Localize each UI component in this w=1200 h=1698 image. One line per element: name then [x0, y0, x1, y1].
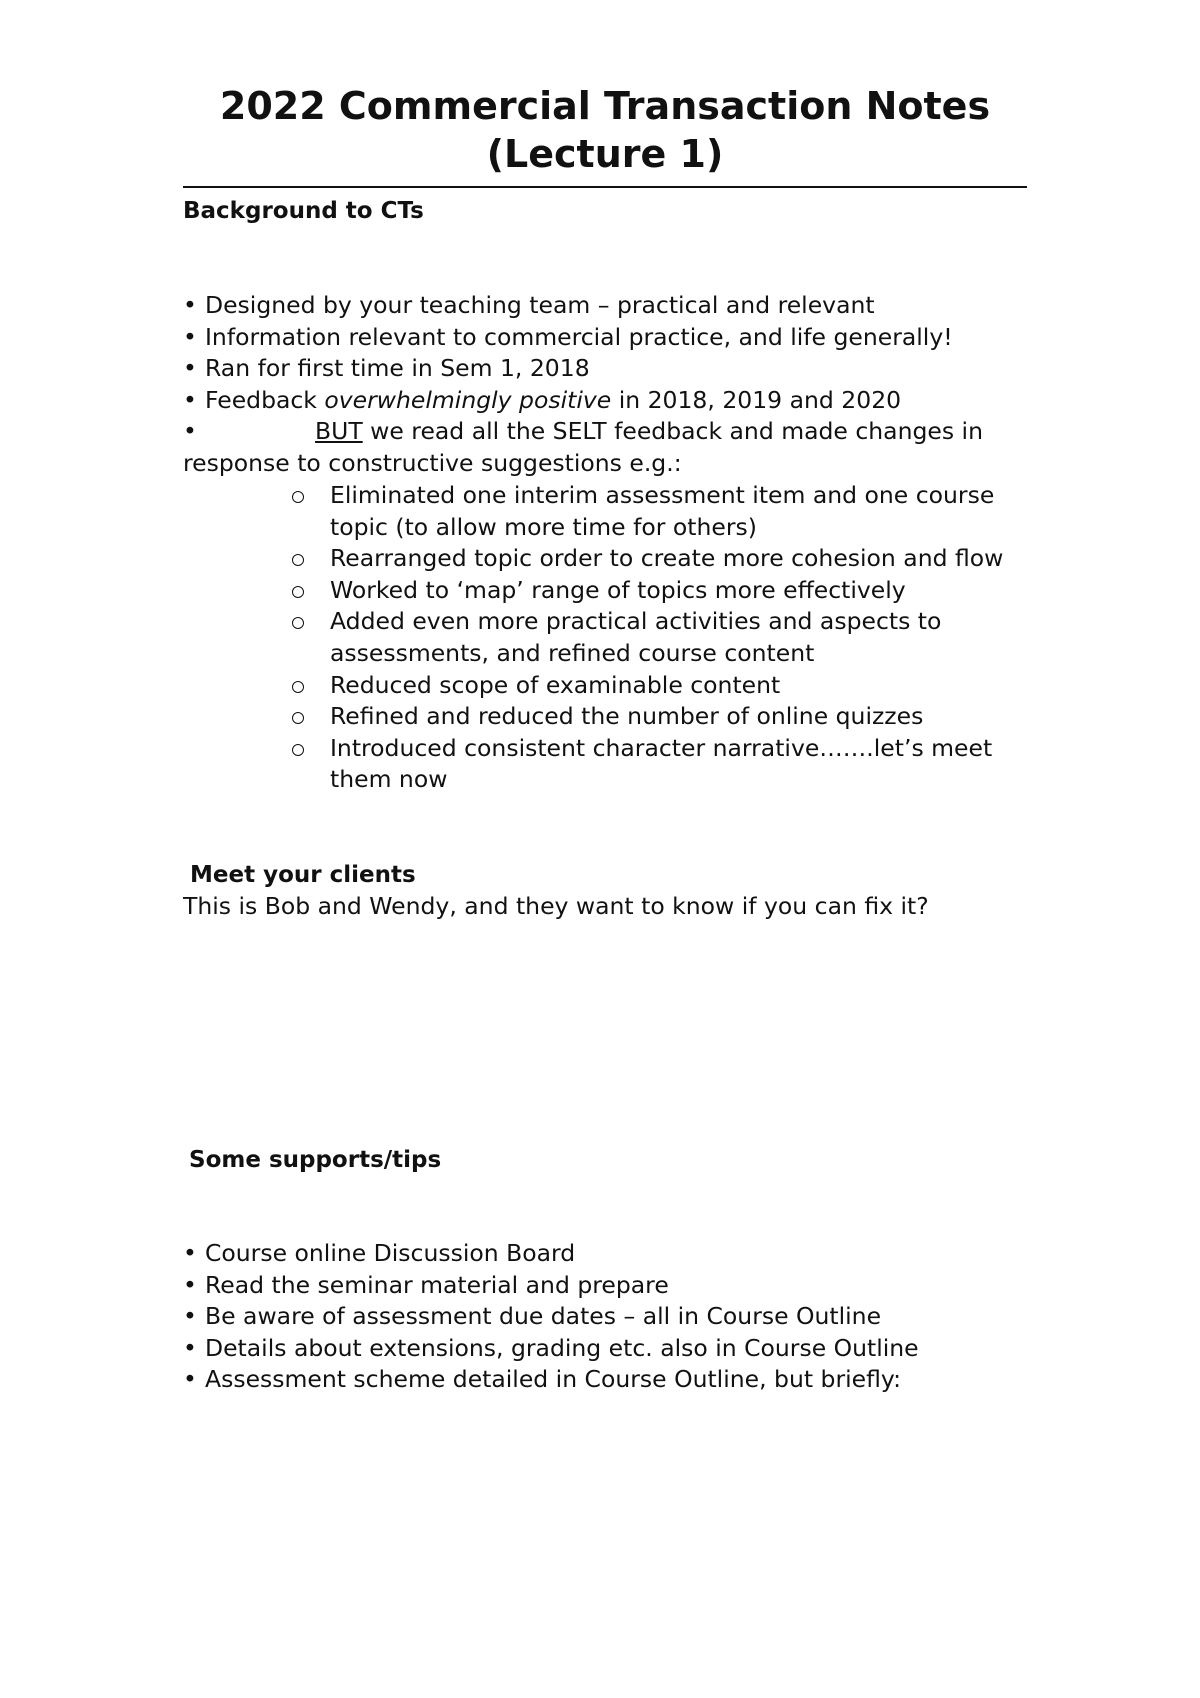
bullet-text: Be aware of assessment due dates – all in Course Outline [205, 1302, 882, 1331]
hollow-bullet-icon [292, 681, 304, 693]
title-line-2: (Lecture 1) [486, 132, 724, 176]
feedback-suffix: in 2018, 2019 and 2020 [611, 385, 902, 414]
list-item [183, 416, 1043, 479]
clients-heading: Meet your clients [190, 862, 416, 888]
changes-sublist [290, 480, 1030, 796]
list-item [183, 322, 1043, 354]
change-text: Worked to ‘map’ range of topics more effectively [330, 575, 906, 604]
change-text: Added even more practical activities and aspects to assessments, and refined course content [330, 607, 942, 667]
list-item [183, 1364, 1043, 1396]
bullet-icon: • [183, 1365, 197, 1394]
bullet-icon: • [183, 1333, 197, 1362]
supports-heading: Some supports/tips [189, 1147, 442, 1173]
bullet-text: Information relevant to commercial practice, and life generally! [205, 322, 953, 351]
change-text: Eliminated one interim assessment item and one course topic (to allow more time for others) [330, 481, 995, 541]
list-item [290, 670, 1030, 702]
bullet-icon: • [183, 1239, 197, 1267]
but-text: we read all the SELT feedback and made changes in response to constructive suggestions e.g.: [183, 417, 983, 477]
bullet-text: Ran for first time in Sem 1, 2018 [205, 354, 590, 383]
change-text: Introduced consistent character narrative…….let’s meet them now [330, 733, 993, 794]
bullet-icon: • [183, 1302, 197, 1331]
list-item [290, 701, 1030, 733]
list-item [290, 733, 1030, 796]
bullet-text: Designed by your teaching team – practical and relevant [205, 291, 875, 319]
list-item [290, 575, 1030, 607]
bullet-icon: • [183, 1270, 197, 1299]
list-item [183, 290, 1043, 322]
hollow-bullet-icon [292, 617, 304, 629]
list-item [183, 1301, 1043, 1333]
list-item [290, 543, 1030, 575]
list-item [290, 480, 1030, 543]
bullet-icon: • [183, 354, 197, 383]
bullet-text: Course online Discussion Board [205, 1239, 576, 1267]
clients-text: This is Bob and Wendy, and they want to know if you can fix it? [183, 892, 929, 920]
hollow-bullet-icon [292, 744, 304, 756]
change-text: Refined and reduced the number of online quizzes [330, 702, 924, 731]
bullet-icon: • [183, 322, 197, 351]
bullet-text: Details about extensions, grading etc. also in Course Outline [205, 1333, 919, 1362]
bullet-icon: • [183, 291, 197, 319]
bullet-icon: • [183, 385, 197, 414]
hollow-bullet-icon [292, 586, 304, 598]
list-item [183, 1238, 1043, 1270]
background-heading: Background to CTs [183, 198, 424, 224]
bullet-text: Read the seminar material and prepare [205, 1270, 669, 1299]
bullet-text: Assessment scheme detailed in Course Outline, but briefly: [205, 1365, 902, 1394]
supports-bullet-list [183, 1238, 1043, 1396]
list-item [183, 353, 1043, 385]
list-item [183, 385, 1043, 417]
page-title [183, 82, 1027, 188]
change-text: Rearranged topic order to create more cohesion and flow [330, 544, 1004, 573]
list-item [183, 1270, 1043, 1302]
bullet-icon: • [183, 417, 197, 446]
feedback-emphasis: overwhelmingly positive [324, 385, 612, 414]
change-text: Reduced scope of examinable content [330, 670, 781, 699]
title-line-1: 2022 Commercial Transaction Notes [219, 84, 991, 128]
list-item [183, 1333, 1043, 1365]
hollow-bullet-icon [292, 712, 304, 724]
feedback-prefix: Feedback [205, 385, 325, 414]
hollow-bullet-icon [292, 491, 304, 503]
but-underlined: BUT [315, 417, 363, 446]
background-bullet-list [183, 290, 1043, 480]
list-item [290, 606, 1030, 669]
hollow-bullet-icon [292, 554, 304, 566]
